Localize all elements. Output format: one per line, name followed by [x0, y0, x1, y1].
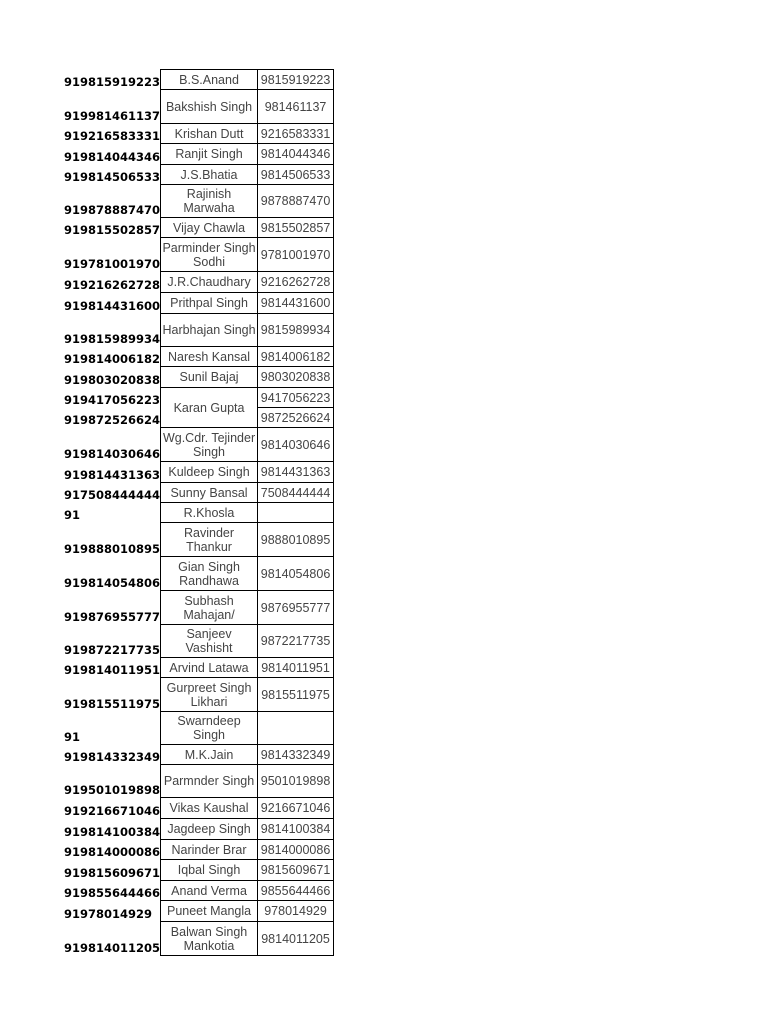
country-code-number: 919981461137	[64, 108, 161, 123]
table-row	[64, 90, 334, 124]
contact-table	[64, 69, 334, 956]
country-code-number: 919876955777	[64, 609, 161, 624]
country-code-number: 919815502857	[64, 222, 161, 237]
name-line: Sunny Bansal	[170, 485, 248, 500]
country-code-number: 919888010895	[64, 541, 161, 556]
name-cell	[161, 860, 258, 881]
phone-cell: 9814030646	[258, 428, 334, 462]
table-row	[64, 881, 334, 901]
name-line: Singh	[193, 444, 226, 459]
name-cell	[161, 819, 258, 840]
phone-cell: 9815609671	[258, 860, 334, 881]
name-line: Mahajan/	[183, 607, 235, 622]
name-line: Ravinder	[184, 525, 235, 540]
name-line: Rajinish	[186, 187, 232, 201]
table-row	[64, 658, 334, 678]
name-line: Kuldeep Singh	[168, 465, 250, 479]
phone-cell: 9855644466	[258, 881, 334, 901]
country-code-number: 919814030646	[64, 446, 161, 461]
table-row	[64, 483, 334, 503]
table-row	[64, 503, 334, 523]
name-cell	[161, 388, 258, 428]
phone-cell: 9888010895	[258, 523, 334, 557]
country-code-number: 919216583331	[64, 128, 161, 143]
phone-cell: 9814100384	[258, 819, 334, 840]
name-cell	[161, 314, 258, 347]
name-line: Likhari	[190, 694, 228, 709]
name-line: Singh	[193, 728, 226, 742]
name-cell	[161, 798, 258, 819]
phone-cell: 9803020838	[258, 367, 334, 388]
table-row	[64, 428, 334, 462]
phone-cell: 7508444444	[258, 483, 334, 503]
name-cell	[161, 347, 258, 367]
name-line: J.S.Bhatia	[180, 167, 238, 182]
table-row	[64, 218, 334, 238]
country-code-number: 919814332349	[64, 749, 161, 764]
name-cell	[161, 90, 258, 124]
phone-cell: 9814054806	[258, 557, 334, 591]
phone-cell: 9814431363	[258, 462, 334, 483]
country-code-number: 919814506533	[64, 169, 161, 184]
name-line: Sanjeev	[186, 627, 232, 641]
table-row	[64, 591, 334, 625]
name-cell	[161, 428, 258, 462]
name-cell	[161, 881, 258, 901]
table-row	[64, 819, 334, 840]
name-line: Harbhajan Singh	[162, 323, 256, 337]
country-code-number: 919814011205	[64, 940, 161, 955]
name-cell	[161, 712, 258, 745]
phone-cell: 9878887470	[258, 185, 334, 218]
country-code-number: 91978014929	[64, 906, 153, 921]
country-code-number: 919814431600	[64, 298, 161, 313]
name-line: Krishan Dutt	[174, 126, 244, 141]
phone-cell: 9216262728	[258, 272, 334, 293]
name-line: J.R.Chaudhary	[167, 275, 251, 289]
table-row	[64, 840, 334, 860]
name-cell	[161, 523, 258, 557]
phone-cell: 9814006182	[258, 347, 334, 367]
country-code-number: 919814054806	[64, 575, 161, 590]
country-code-number: 919814011951	[64, 662, 161, 677]
phone-cell: 9216583331	[258, 124, 334, 144]
country-code-number: 919815609671	[64, 865, 161, 880]
phone-cell: 9815919223	[258, 70, 334, 90]
name-cell	[161, 922, 258, 956]
country-code-number: 919814431363	[64, 467, 161, 482]
name-line: Balwan Singh	[170, 924, 248, 939]
phone-cell: 9815511975	[258, 678, 334, 712]
name-cell	[161, 272, 258, 293]
country-code-number: 919501019898	[64, 782, 161, 797]
phone-cell: 9814000086	[258, 840, 334, 860]
name-line: Parminder Singh	[162, 240, 256, 255]
phone-cell: 9814044346	[258, 144, 334, 165]
name-line: Jagdeep Singh	[167, 822, 251, 836]
name-line: Vikas Kaushal	[169, 801, 249, 815]
name-cell	[161, 678, 258, 712]
name-line: Puneet Mangla	[166, 904, 252, 918]
table-row	[64, 144, 334, 165]
name-line: Narinder Brar	[171, 842, 247, 857]
name-line: Parmnder Singh	[163, 774, 255, 788]
table-row	[64, 185, 334, 218]
phone-cell: 9216671046	[258, 798, 334, 819]
phone-cell: 9872217735	[258, 625, 334, 658]
phone-cell: 9781001970	[258, 238, 334, 272]
table-row	[64, 272, 334, 293]
name-cell	[161, 625, 258, 658]
name-line: Sunil Bajaj	[179, 370, 239, 384]
name-line: Sodhi	[193, 254, 226, 269]
phone-cell	[258, 712, 334, 745]
name-cell	[161, 144, 258, 165]
table-row	[64, 798, 334, 819]
name-cell	[161, 70, 258, 90]
phone-cell: 9815989934	[258, 314, 334, 347]
country-code-number: 919878887470	[64, 202, 161, 217]
table-row	[64, 293, 334, 314]
name-cell	[161, 124, 258, 144]
table-row	[64, 388, 334, 408]
country-code-number: 91	[64, 729, 81, 744]
name-line: Vijay Chawla	[173, 220, 246, 235]
name-cell	[161, 483, 258, 503]
country-code-number: 919855644466	[64, 885, 161, 900]
table-row	[64, 745, 334, 765]
table-row	[64, 238, 334, 272]
contact-sheet	[64, 69, 334, 956]
phone-cell: 9501019898	[258, 765, 334, 798]
name-line: Mankotia	[183, 938, 235, 953]
country-code-number: 91	[64, 507, 81, 522]
name-line: Naresh Kansal	[168, 349, 251, 364]
name-line: Ranjit Singh	[175, 147, 243, 161]
name-cell	[161, 557, 258, 591]
table-row	[64, 124, 334, 144]
phone-cell: 9814011205	[258, 922, 334, 956]
table-row	[64, 314, 334, 347]
name-line: R.Khosla	[183, 505, 235, 520]
table-row	[64, 625, 334, 658]
country-code-number: 919815511975	[64, 696, 161, 711]
name-cell	[161, 503, 258, 523]
country-code-number: 917508444444	[64, 487, 161, 502]
phone-cell: 9814431600	[258, 293, 334, 314]
name-line: B.S.Anand	[179, 72, 239, 87]
country-code-number: 919803020838	[64, 372, 161, 387]
phone-cell: 9417056223	[258, 388, 334, 408]
name-cell	[161, 765, 258, 798]
country-code-number: 919814000086	[64, 844, 161, 859]
name-cell	[161, 218, 258, 238]
table-row	[64, 922, 334, 956]
name-cell	[161, 462, 258, 483]
name-cell	[161, 238, 258, 272]
name-line: M.K.Jain	[184, 747, 234, 762]
name-cell	[161, 745, 258, 765]
phone-cell: 9876955777	[258, 591, 334, 625]
name-cell	[161, 293, 258, 314]
phone-cell: 9814506533	[258, 165, 334, 185]
table-row	[64, 523, 334, 557]
country-code-number: 919815989934	[64, 331, 161, 346]
phone-cell: 9814011951	[258, 658, 334, 678]
name-line: Karan Gupta	[173, 400, 245, 415]
name-cell	[161, 165, 258, 185]
name-cell	[161, 367, 258, 388]
phone-cell: 978014929	[258, 901, 334, 922]
country-code-number: 919814044346	[64, 149, 161, 164]
name-cell	[161, 591, 258, 625]
name-line: Gian Singh	[178, 559, 240, 574]
country-code-number: 919216671046	[64, 803, 161, 818]
table-row	[64, 557, 334, 591]
name-line: Vashisht	[185, 641, 233, 655]
country-code-number: 919872217735	[64, 642, 161, 657]
table-row	[64, 765, 334, 798]
name-line: Bakshish Singh	[165, 99, 253, 114]
name-line: Gurpreet Singh	[166, 680, 252, 695]
table-row	[64, 70, 334, 90]
table-row	[64, 678, 334, 712]
table-row	[64, 901, 334, 922]
phone-cell: 981461137	[258, 90, 334, 124]
phone-cell	[258, 503, 334, 523]
name-line: Thankur	[186, 539, 232, 554]
name-line: Marwaha	[183, 201, 235, 215]
country-code-number: 919216262728	[64, 277, 161, 292]
name-line: Prithpal Singh	[170, 296, 248, 310]
table-row	[64, 462, 334, 483]
country-code-number: 919815919223	[64, 74, 161, 89]
name-line: Wg.Cdr. Tejinder	[162, 430, 256, 445]
name-cell	[161, 901, 258, 922]
name-cell	[161, 658, 258, 678]
table-row	[64, 367, 334, 388]
name-cell	[161, 185, 258, 218]
name-line: Swarndeep	[177, 714, 241, 728]
name-line: Randhawa	[179, 573, 239, 588]
table-row	[64, 712, 334, 745]
table-row	[64, 860, 334, 881]
table-row	[64, 165, 334, 185]
name-line: Subhash	[184, 593, 234, 608]
name-line: Anand Verma	[171, 883, 247, 898]
name-line: Iqbal Singh	[177, 863, 241, 877]
phone-cell: 9872526624	[258, 408, 334, 428]
name-line: Arvind Latawa	[169, 660, 249, 675]
phone-cell: 9815502857	[258, 218, 334, 238]
table-row	[64, 347, 334, 367]
country-code-number: 919814100384	[64, 824, 161, 839]
country-code-number: 919814006182	[64, 351, 161, 366]
phone-cell: 9814332349	[258, 745, 334, 765]
country-code-number: 919417056223	[64, 392, 161, 407]
country-code-number: 919781001970	[64, 256, 161, 271]
name-cell	[161, 840, 258, 860]
country-code-number: 919872526624	[64, 412, 161, 427]
